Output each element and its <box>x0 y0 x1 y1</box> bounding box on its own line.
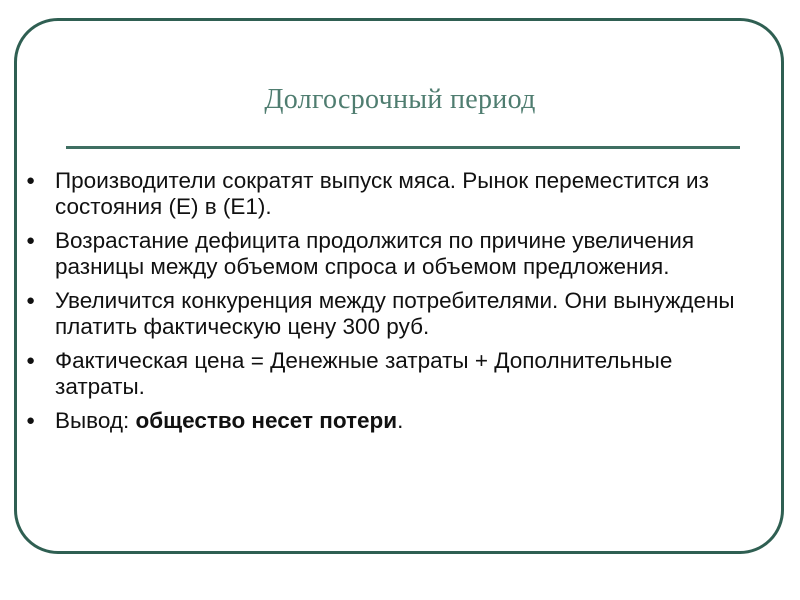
bullet-item-conclusion <box>24 408 764 434</box>
conclusion-prefix: Вывод: <box>55 408 136 433</box>
bullet-icon: ● <box>26 172 36 189</box>
bullet-icon: ● <box>26 292 36 309</box>
bullet-text: Фактическая цена = Денежные затраты + Дополнительные затраты. <box>55 348 673 399</box>
title-divider <box>66 146 740 149</box>
bullet-icon: ● <box>26 232 36 249</box>
bullet-item-price <box>24 348 764 400</box>
conclusion-bold-text: общество несет потери <box>135 408 398 433</box>
bullet-item-competition <box>24 288 764 340</box>
bullet-text: Возрастание дефицита продолжится по причине увеличения разницы между объемом спроса и объемом предложения. <box>55 228 695 279</box>
bullet-text: Увеличится конкуренция между потребителями. Они вынуждены платить фактическую цену 300 руб. <box>55 288 735 339</box>
bullet-item-deficit <box>24 228 764 280</box>
slide-title: Долгосрочный период <box>264 84 536 115</box>
bullet-icon: ● <box>26 352 36 369</box>
conclusion-suffix: . <box>397 408 404 433</box>
bullet-icon: ● <box>26 412 36 429</box>
bullet-list <box>24 168 764 442</box>
bullet-item-production <box>24 168 764 220</box>
bullet-text: Производители сократят выпуск мяса. Рынок переместится из состояния (Е) в (Е1). <box>55 168 709 219</box>
